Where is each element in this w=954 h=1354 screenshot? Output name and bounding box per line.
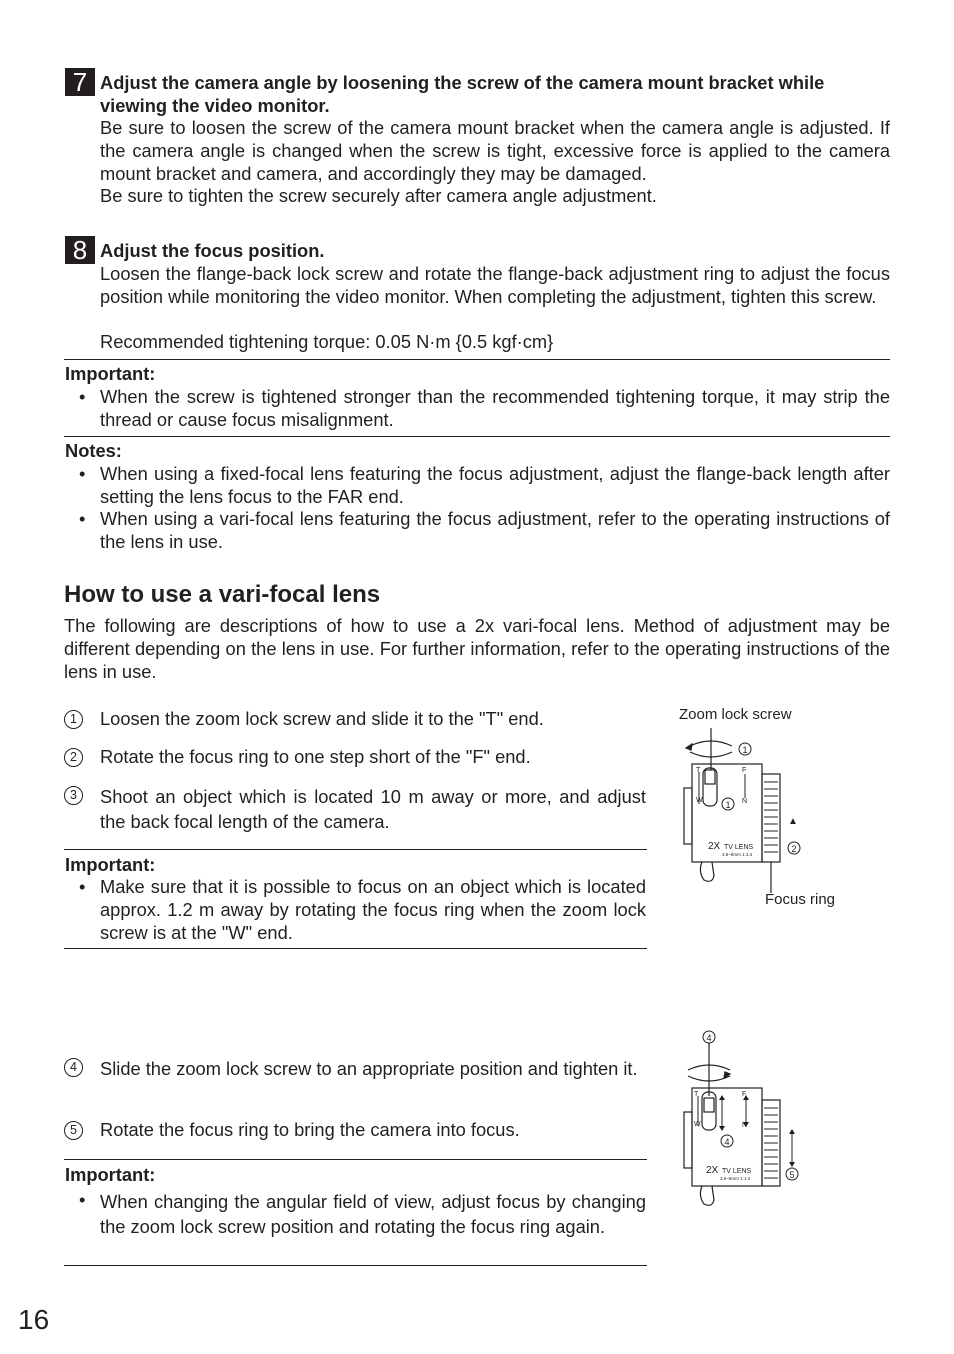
zoom-lock-screw-label: Zoom lock screw <box>679 706 792 723</box>
callout-top: 1 <box>742 745 748 755</box>
step-7-body-2: Be sure to tighten the screw securely after camera angle adjustment. <box>100 185 657 206</box>
callout-slot: 1 <box>725 800 731 810</box>
step-2-text: Rotate the focus ring to one step short of the "F" end. <box>100 746 531 767</box>
step-3-text: Shoot an object which is located 10 m away or more, and adjust the back focal length of the camera. <box>100 786 646 832</box>
section-intro: The following are descriptions of how to use a 2x vari-focal lens. Method of adjustment may be different depending on the lens in use. For further information, refer to the operating instructions of the lens in use. <box>64 615 890 682</box>
step-circle-4: 4 <box>64 1058 83 1077</box>
mark-n: N <box>742 1122 748 1129</box>
lens-name: TV LENS <box>724 844 754 851</box>
focus-ring-label: Focus ring <box>765 891 836 908</box>
step-1-text: Loosen the zoom lock screw and slide it to the "T" end. <box>100 708 544 729</box>
lens-spec: 3.8~8mm 1:1.4 <box>720 1176 751 1181</box>
step-5-text: Rotate the focus ring to bring the camera into focus. <box>100 1119 520 1140</box>
bullet-icon: • <box>79 463 86 484</box>
callout-slot: 4 <box>724 1137 730 1147</box>
step-circle-3: 3 <box>64 786 83 805</box>
divider <box>64 948 647 949</box>
important-text: Make sure that it is possible to focus on an object which is located approx. 1.2 m away by rotating the focus ring when the zoom lock screw is at the "W" end. <box>100 876 646 943</box>
step-circle-2: 2 <box>64 748 83 767</box>
mark-f: F <box>742 767 747 774</box>
divider <box>64 436 890 437</box>
section-heading: How to use a vari-focal lens <box>64 581 381 608</box>
important-text: When changing the angular field of view, adjust focus by changing the zoom lock screw position and rotating the focus ring again. <box>100 1191 646 1237</box>
page-number: 16 <box>18 1304 50 1335</box>
note-item: When using a vari-focal lens featuring the focus adjustment, refer to the operating instructions of the lens in use. <box>100 508 890 552</box>
mark-n: N <box>742 798 748 805</box>
callout-ring: 2 <box>791 844 797 854</box>
lens-diagram-2 <box>676 1028 816 1218</box>
note-item: When using a fixed-focal lens featuring the focus adjustment, adjust the flange-back length after setting the lens focus to the FAR end. <box>100 463 890 507</box>
important-text: When the screw is tightened stronger than the recommended tightening torque, it may strip the thread or cause focus misalignment. <box>100 386 890 430</box>
mark-w: W <box>694 1121 701 1128</box>
step-circle-5: 5 <box>64 1121 83 1140</box>
mark-t: T <box>696 767 701 774</box>
mark-f: F <box>742 1091 747 1098</box>
step-7-title: Adjust the camera angle by loosening the screw of the camera mount bracket while viewing the video monitor. <box>100 72 825 116</box>
callout-ring: 5 <box>789 1170 795 1180</box>
divider <box>64 359 890 360</box>
torque-spec: Recommended tightening torque: 0.05 N·m {0.5 kgf·cm} <box>100 331 554 352</box>
mark-w: W <box>696 797 703 804</box>
step-number-7: 7 <box>65 68 95 96</box>
important-label: Important: <box>65 1164 156 1185</box>
lens-diagram-1 <box>676 728 816 893</box>
bullet-icon: • <box>79 1189 86 1210</box>
lens-brand: 2X <box>706 1165 719 1176</box>
lens-spec: 3.8~8mm 1:1.4 <box>722 852 753 857</box>
step-8-title: Adjust the focus position. <box>100 240 325 261</box>
step-number-8: 8 <box>65 236 95 264</box>
divider <box>64 1265 647 1266</box>
mark-t: T <box>694 1091 699 1098</box>
up-arrow: ▲ <box>788 816 798 827</box>
lens-brand: 2X <box>708 841 721 852</box>
divider <box>64 1159 647 1160</box>
callout-top: 4 <box>706 1033 712 1043</box>
divider <box>64 849 647 850</box>
bullet-icon: • <box>79 876 86 897</box>
step-7-body: Be sure to loosen the screw of the camera mount bracket when the camera angle is adjusted. If the camera angle is changed when the screw is tight, excessive force is applied to the camera mount bracket and camera, and accordingly they may be damaged. <box>100 117 890 184</box>
notes-label: Notes: <box>65 440 122 461</box>
important-label: Important: <box>65 854 156 875</box>
bullet-icon: • <box>79 508 86 529</box>
bullet-icon: • <box>79 386 86 407</box>
step-8-body: Loosen the flange-back lock screw and rotate the flange-back adjustment ring to adjust the focus position while monitoring the video monitor. When completing the adjustment, tighten this screw. <box>100 263 890 307</box>
step-circle-1: 1 <box>64 710 83 729</box>
important-label: Important: <box>65 363 156 384</box>
lens-name: TV LENS <box>722 1168 752 1175</box>
step-4-text: Slide the zoom lock screw to an appropriate position and tighten it. <box>100 1058 638 1079</box>
